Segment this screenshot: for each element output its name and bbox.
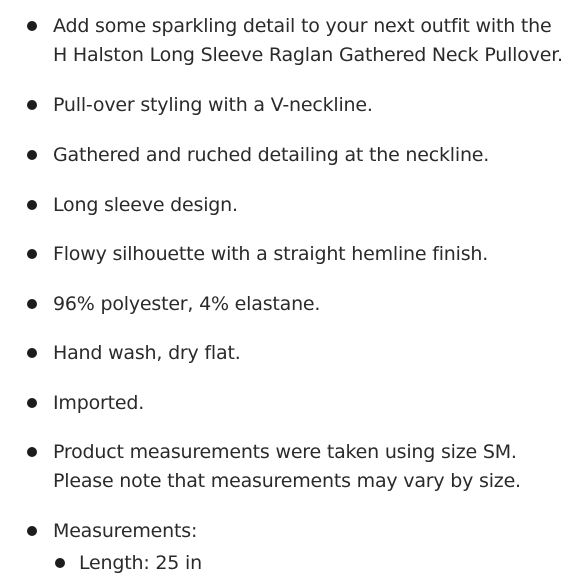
list-item [0,240,502,269]
list-item-text: Product measurements were taken using size SM. Please note that measurements may vary by size. [53,441,521,492]
list-item [0,389,158,418]
list-item-text: Imported. [53,392,145,414]
list-item [0,191,252,220]
list-item [0,290,334,319]
list-item [0,438,580,496]
sub-list-item [53,549,202,578]
sub-list-item-text: Length: 25 in [79,552,202,574]
list-item-text: Gathered and ruched detailing at the neckline. [53,144,490,166]
list-item-text: Hand wash, dry flat. [53,342,241,364]
list-item-text: Measurements: [53,520,198,542]
list-item-text: Pull-over styling with a V-neckline. [53,94,373,116]
list-item [0,91,387,120]
list-item [0,141,503,170]
list-item [0,339,255,368]
list-item-text: Add some sparkling detail to your next outfit with the H Halston Long Sleeve Raglan Gathered Neck Pullover. [53,15,563,66]
list-item-measurements [0,517,216,578]
list-item [0,12,580,70]
measurements-sub-list [53,549,202,578]
list-item-text: 96% polyester, 4% elastane. [53,293,321,315]
list-item-text: Flowy silhouette with a straight hemline finish. [53,243,489,265]
list-item-text: Long sleeve design. [53,194,238,216]
